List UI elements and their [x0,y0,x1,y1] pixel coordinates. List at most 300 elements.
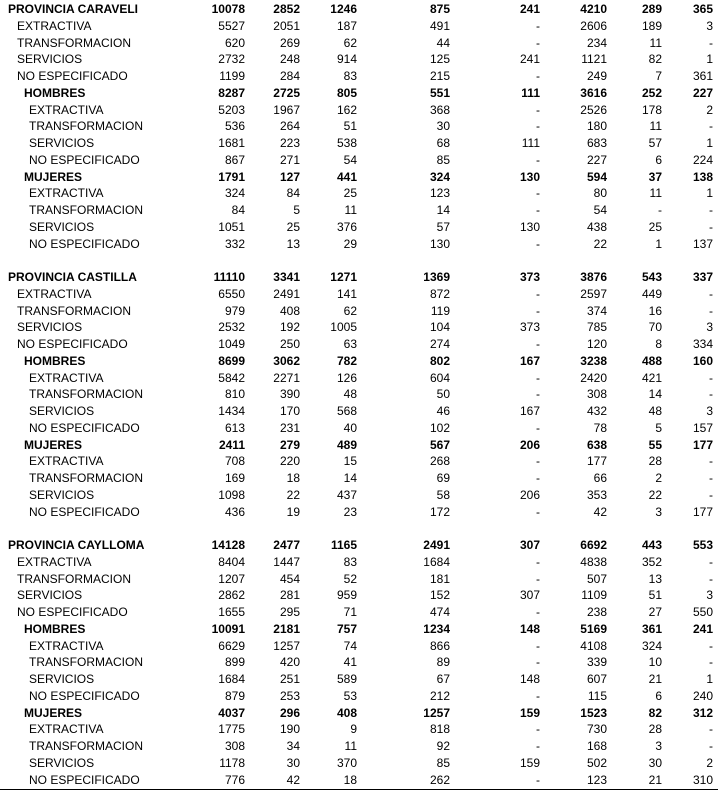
cell-value-3: 1271 [330,270,357,284]
cell-value-3: 589 [336,672,357,686]
row-label: MUJERES [24,169,83,184]
cell-value-6: 432 [586,404,607,418]
cell-value-7: 7 [655,69,662,83]
cell-value-6: 308 [586,387,607,402]
cell-value-2: 271 [279,152,300,167]
cell-value-2: 13 [286,236,300,251]
table-row [0,370,718,387]
cell-value-7: 37 [648,169,662,184]
cell-value-7: 488 [641,353,662,368]
cell-value-2: 250 [279,337,300,351]
cell-value-8: - [709,487,713,502]
cell-value-8: - [709,303,713,318]
cell-value-2: 19 [286,504,300,519]
cell-value-3: 408 [336,705,357,720]
cell-value-1: 436 [224,504,245,519]
row-label: EXTRACTIVA [29,370,104,385]
table-row [0,18,718,35]
cell-value-3: 83 [343,69,357,83]
cell-value-5: 148 [519,621,540,636]
cell-value-2: 2271 [273,370,300,385]
cell-value-8: 157 [692,420,713,435]
cell-value-6: 4838 [580,554,607,569]
cell-value-8: 177 [692,437,713,452]
cell-value-8: 177 [692,504,713,519]
cell-value-8: 3 [706,588,713,603]
cell-value-7: 16 [648,303,662,318]
cell-value-2: 251 [279,672,300,686]
cell-value-1: 1098 [218,487,245,502]
cell-value-1: 5842 [218,370,245,385]
table-row [0,319,718,336]
row-label: MUJERES [24,705,83,720]
cell-value-6: 4210 [580,2,607,16]
table-row [0,537,718,554]
cell-value-7: 6 [655,152,662,167]
cell-value-1: 5203 [218,102,245,117]
row-label: TRANSFORMACION [29,739,143,753]
cell-value-8: 3 [706,18,713,33]
cell-value-1: 536 [224,119,245,134]
table-row [0,219,718,236]
cell-value-1: 1178 [219,755,245,770]
cell-value-3: 538 [336,136,357,150]
cell-value-5: 206 [519,487,540,502]
cell-value-4: 212 [429,688,450,703]
table-row [0,504,718,521]
cell-value-6: 438 [586,219,607,234]
cell-value-4: 262 [429,772,450,787]
cell-value-5: - [536,303,540,318]
row-label: SERVICIOS [17,52,83,67]
table-row [0,470,718,487]
cell-value-1: 1681 [218,136,245,150]
cell-value-3: 1246 [330,2,357,16]
table-row [0,638,718,655]
cell-value-4: 44 [436,35,450,50]
cell-value-7: 352 [641,554,662,569]
cell-value-2: 170 [279,404,300,418]
table-row [0,386,718,403]
table-row [0,604,718,621]
cell-value-2: 2051 [273,18,300,33]
cell-value-3: 14 [343,471,357,485]
cell-value-8: 1 [706,672,713,686]
cell-value-5: - [536,18,540,33]
cell-value-7: 421 [641,370,662,385]
table-row [0,169,718,186]
cell-value-8: - [709,655,713,670]
cell-value-3: 71 [343,605,357,619]
cell-value-2: 190 [279,722,300,737]
row-label: TRANSFORMACION [17,571,131,586]
cell-value-4: 872 [429,286,450,301]
cell-value-6: 42 [593,504,607,519]
cell-value-7: 11 [649,35,662,50]
cell-value-1: 5527 [218,18,245,33]
cell-value-2: 220 [279,454,300,469]
cell-value-5: 167 [519,404,540,418]
cell-value-6: 120 [586,337,607,351]
cell-value-8: - [709,387,713,402]
cell-value-8: 550 [692,605,713,619]
cell-value-7: 28 [648,454,662,469]
cell-value-4: 802 [429,353,450,368]
cell-value-3: 40 [343,420,357,435]
cell-value-1: 613 [224,420,245,435]
cell-value-5: 148 [519,672,540,686]
cell-value-1: 332 [224,236,245,251]
cell-value-3: 25 [343,186,357,201]
cell-value-2: 1967 [273,102,300,117]
cell-value-2: 5 [293,203,300,217]
cell-value-4: 57 [436,219,450,234]
cell-value-4: 172 [429,504,450,519]
cell-value-2: 296 [279,705,300,720]
cell-value-4: 368 [429,102,450,117]
cell-value-6: 2597 [580,286,607,301]
cell-value-4: 102 [429,420,450,435]
cell-value-1: 6550 [218,286,245,301]
table-row [0,487,718,504]
cell-value-3: 126 [336,370,357,385]
cell-value-1: 11110 [213,270,245,284]
cell-value-2: 42 [286,772,300,787]
cell-value-5: 111 [521,85,540,100]
cell-value-8: 160 [692,353,713,368]
row-label: EXTRACTIVA [29,186,104,201]
row-label: NO ESPECIFICADO [29,236,140,251]
cell-value-6: 3616 [580,85,607,100]
cell-value-8: 337 [692,270,713,284]
row-label: EXTRACTIVA [17,286,92,301]
cell-value-3: 376 [336,219,357,234]
cell-value-6: 1109 [581,588,607,603]
row-label: SERVICIOS [29,219,95,234]
cell-value-6: 168 [586,739,607,753]
cell-value-3: 441 [336,169,357,184]
cell-value-2: 279 [279,437,300,452]
row-label: NO ESPECIFICADO [29,152,140,167]
cell-value-6: 2606 [580,18,607,33]
cell-value-6: 123 [586,772,607,787]
cell-value-3: 9 [350,722,357,737]
cell-value-2: 25 [286,219,300,234]
row-label: SERVICIOS [29,404,95,418]
row-label: SERVICIOS [29,672,95,686]
cell-value-1: 620 [224,35,245,50]
cell-value-8: 312 [692,705,713,720]
row-label: SERVICIOS [17,588,83,603]
cell-value-2: 2477 [273,538,300,552]
cell-value-5: - [536,387,540,402]
cell-value-1: 1051 [218,219,245,234]
table-row [0,185,718,202]
cell-value-7: 28 [648,722,662,737]
cell-value-3: 757 [336,621,357,636]
cell-value-6: 607 [586,672,607,686]
cell-value-3: 370 [336,755,357,770]
cell-value-1: 1655 [218,605,245,619]
cell-value-5: 130 [519,219,540,234]
cell-value-4: 1257 [423,705,450,720]
cell-value-6: 238 [586,605,607,619]
row-label: HOMBRES [24,353,86,368]
cell-value-2: 420 [279,655,300,670]
cell-value-1: 8287 [218,85,245,100]
cell-value-2: 269 [279,35,300,50]
row-label: TRANSFORMACION [29,387,143,402]
cell-value-7: 22 [648,487,662,502]
cell-value-5: - [536,152,540,167]
row-label: HOMBRES [24,85,86,100]
cell-value-5: - [536,102,540,117]
cell-value-6: 3238 [580,353,607,368]
table-row [0,772,718,789]
cell-value-4: 268 [429,454,450,469]
cell-value-7: 449 [641,286,662,301]
cell-value-1: 1791 [218,169,245,184]
cell-value-7: 82 [648,52,662,67]
cell-value-2: 284 [279,69,300,83]
cell-value-4: 491 [429,18,450,33]
cell-value-6: 177 [586,454,607,469]
cell-value-4: 152 [429,588,450,603]
table-row [0,721,718,738]
row-label: SERVICIOS [29,487,95,502]
cell-value-7: - [658,203,662,217]
cell-value-1: 2732 [218,52,245,67]
table-row [0,755,718,772]
row-label: NO ESPECIFICADO [29,504,140,519]
cell-value-1: 979 [224,303,245,318]
cell-value-7: 361 [641,621,662,636]
cell-value-1: 8404 [218,554,245,569]
cell-value-5: 373 [519,320,540,335]
table-row [0,336,718,353]
cell-value-2: 127 [279,169,300,184]
row-label: TRANSFORMACION [29,471,143,485]
cell-value-8: - [709,203,713,217]
cell-value-4: 1684 [423,554,450,569]
cell-value-3: 41 [343,655,357,670]
cell-value-6: 3876 [580,270,607,284]
cell-value-6: 730 [586,722,607,737]
table-row [0,236,718,253]
cell-value-5: 307 [519,538,540,552]
cell-value-5: 130 [519,169,540,184]
cell-value-8: 227 [692,85,713,100]
table-row [0,705,718,722]
cell-value-3: 959 [336,588,357,603]
cell-value-6: 249 [586,69,607,83]
table-row [0,85,718,102]
cell-value-8: - [709,471,713,485]
cell-value-7: 14 [648,387,662,402]
cell-value-4: 181 [429,571,450,586]
cell-value-4: 474 [429,605,450,619]
cell-value-6: 5169 [580,621,607,636]
cell-value-7: 178 [641,102,662,117]
row-label: HOMBRES [24,621,86,636]
cell-value-3: 437 [336,487,357,502]
row-label: NO ESPECIFICADO [29,772,140,787]
cell-value-8: 1 [706,136,713,150]
row-label: TRANSFORMACION [17,303,131,318]
cell-value-6: 6692 [580,538,607,552]
cell-value-3: 52 [343,571,357,586]
cell-value-1: 4037 [218,705,245,720]
cell-value-6: 227 [586,152,607,167]
table-row [0,671,718,688]
cell-value-2: 30 [286,755,300,770]
row-label: NO ESPECIFICADO [17,69,128,83]
table-row [0,654,718,671]
cell-value-6: 54 [593,203,607,217]
cell-value-2: 454 [279,571,300,586]
cell-value-4: 866 [429,638,450,653]
cell-value-8: 334 [692,337,713,351]
row-label: EXTRACTIVA [17,18,92,33]
cell-value-3: 74 [343,638,357,653]
cell-value-6: 4108 [580,638,607,653]
cell-value-5: - [536,554,540,569]
cell-value-8: 2 [706,102,713,117]
cell-value-5: - [536,605,540,619]
table-row [0,621,718,638]
cell-value-2: 248 [279,52,300,67]
cell-value-5: 206 [519,437,540,452]
row-label: TRANSFORMACION [17,35,131,50]
table-row [0,286,718,303]
cell-value-4: 46 [436,404,450,418]
cell-value-3: 187 [336,18,357,33]
cell-value-6: 115 [587,688,607,703]
cell-value-6: 180 [586,119,607,134]
cell-value-7: 5 [655,420,662,435]
cell-value-8: 365 [692,2,713,16]
cell-value-5: - [536,286,540,301]
cell-value-2: 253 [279,688,300,703]
table-row [0,202,718,219]
cell-value-1: 1199 [219,69,245,83]
cell-value-7: 3 [655,504,662,519]
cell-value-3: 23 [343,504,357,519]
cell-value-3: 568 [336,404,357,418]
cell-value-7: 55 [648,437,662,452]
table-row [0,1,718,18]
cell-value-7: 252 [641,85,662,100]
cell-value-6: 80 [593,186,607,201]
cell-value-8: - [709,454,713,469]
cell-value-5: - [536,772,540,787]
cell-value-1: 10078 [211,2,245,16]
cell-value-6: 339 [586,655,607,670]
cell-value-8: 1 [706,186,713,201]
row-label: PROVINCIA CASTILLA [8,270,137,284]
cell-value-8: 310 [692,772,713,787]
cell-value-4: 215 [429,69,450,83]
cell-value-6: 353 [586,487,607,502]
cell-value-7: 543 [641,270,662,284]
cell-value-2: 1257 [273,638,300,653]
cell-value-5: - [536,638,540,653]
row-label: PROVINCIA CARAVELI [8,2,139,16]
cell-value-1: 2411 [218,437,245,452]
cell-value-2: 34 [286,739,300,753]
cell-value-1: 10091 [211,621,245,636]
cell-value-4: 123 [429,186,450,201]
cell-value-5: 307 [519,588,540,603]
row-label: TRANSFORMACION [29,119,143,134]
cell-value-5: - [536,722,540,737]
cell-value-8: 137 [692,236,713,251]
row-label: EXTRACTIVA [17,554,92,569]
cell-value-6: 2526 [580,102,607,117]
section-spacer [0,252,718,269]
cell-value-8: 224 [692,152,713,167]
cell-value-7: 51 [648,588,662,603]
cell-value-8: 1 [706,52,713,67]
table-row [0,269,718,286]
cell-value-7: 1 [655,236,662,251]
cell-value-5: 373 [519,270,540,284]
table-row [0,102,718,119]
cell-value-1: 1049 [218,337,245,351]
cell-value-5: - [536,337,540,351]
cell-value-1: 899 [224,655,245,670]
cell-value-7: 30 [648,755,662,770]
cell-value-2: 3062 [273,353,300,368]
cell-value-3: 11 [344,739,357,753]
cell-value-5: - [536,69,540,83]
row-label: EXTRACTIVA [29,722,104,737]
cell-value-3: 62 [343,303,357,318]
cell-value-2: 231 [279,420,300,435]
cell-value-1: 1684 [218,672,245,686]
table-row [0,135,718,152]
row-label: TRANSFORMACION [29,655,143,670]
cell-value-2: 192 [279,320,300,335]
cell-value-4: 85 [436,152,450,167]
cell-value-5: - [536,119,540,134]
row-label: TRANSFORMACION [29,203,143,217]
cell-value-6: 502 [586,755,607,770]
cell-value-5: - [536,504,540,519]
cell-value-4: 92 [436,739,450,753]
cell-value-4: 130 [429,236,450,251]
cell-value-4: 551 [429,85,450,100]
cell-value-6: 683 [586,136,607,150]
cell-value-7: 21 [648,672,662,686]
cell-value-5: - [536,655,540,670]
cell-value-5: - [536,370,540,385]
cell-value-7: 11 [649,186,662,201]
cell-value-6: 234 [586,35,607,50]
cell-value-7: 21 [648,772,662,787]
cell-value-1: 879 [224,688,245,703]
cell-value-5: - [536,203,540,217]
cell-value-5: 159 [519,755,540,770]
cell-value-6: 507 [586,571,607,586]
cell-value-8: - [709,739,713,753]
cell-value-3: 489 [336,437,357,452]
cell-value-7: 82 [648,705,662,720]
cell-value-4: 50 [436,387,450,402]
table-row [0,68,718,85]
cell-value-3: 141 [336,286,357,301]
cell-value-5: 241 [519,2,540,16]
